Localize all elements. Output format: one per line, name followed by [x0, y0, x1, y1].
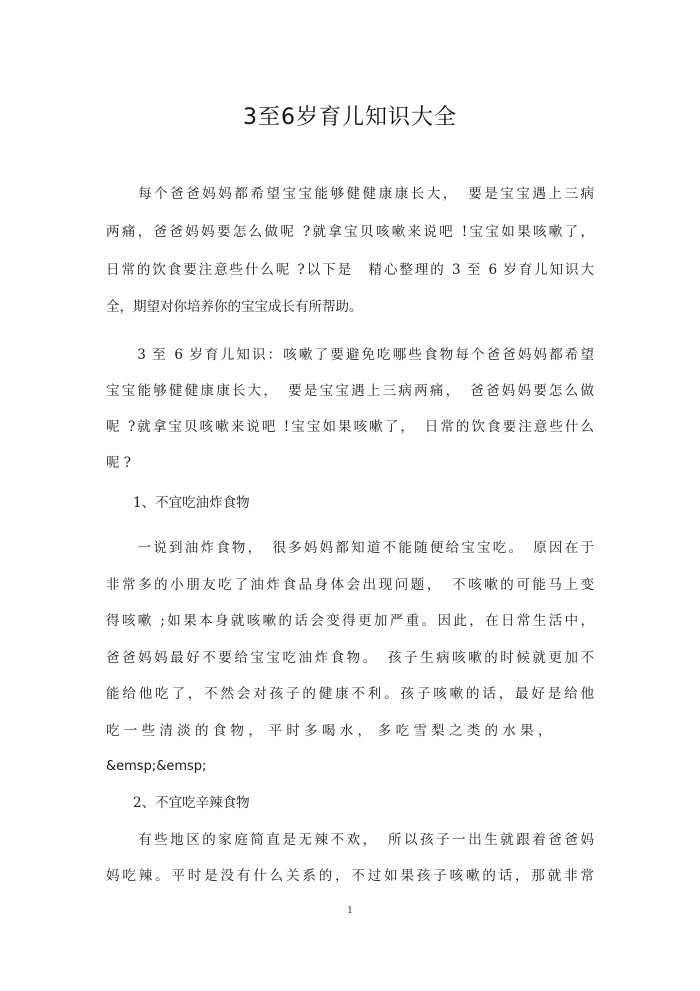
page-number: 1: [347, 906, 353, 916]
p2-line-1: 3 至 6 岁育儿知识：咳嗽了要避免吃哪些食物每个爸爸妈妈都希望: [106, 347, 594, 363]
p3-line-1: 一说到油炸食物， 很多妈妈都知道不能随便给宝宝吃。 原因在于: [106, 540, 594, 556]
intro-line-3: 日常的饮食要注意些什么呢 ?以下是 精心整理的 3 至 6 岁育儿知识大: [106, 262, 594, 278]
p3-line-4: 爸爸妈妈最好不要给宝宝吃油炸食物。 孩子生病咳嗽的时候就更加不: [106, 650, 594, 666]
page-title: 3至6岁育儿知识大全: [243, 105, 457, 130]
p3-line-6: 吃 一 些 清 淡 的 食 物 ， 平 时 多 喝 水 ， 多 吃 雪 梨 之 类 的 水 果 ，: [106, 723, 552, 739]
intro-line-4: 全，期望对你培养你的宝宝成长有所帮助。: [106, 299, 363, 315]
intro-line-2: 两痛，爸爸妈妈要怎么做呢 ?就拿宝贝咳嗽来说吧 !宝宝如果咳嗽了，: [106, 224, 594, 240]
section-heading-1: 1、不宜吃油炸食物: [106, 495, 250, 511]
p4-line-1: 有些地区的家庭简直是无辣不欢， 所以孩子一出生就跟着爸爸妈: [106, 832, 594, 848]
section-heading-2: 2、不宜吃辛辣食物: [106, 795, 250, 811]
entity-text-line: &emsp;&emsp;: [106, 759, 207, 774]
p3-line-3: 得咳嗽 ;如果本身就咳嗽的话会变得更加严重。因此，在日常生活中，: [106, 613, 594, 629]
intro-line-1: 每个爸爸妈妈都希望宝宝能够健健康康长大， 要是宝宝遇上三病: [106, 186, 594, 202]
p2-line-3: 呢 ?就拿宝贝咳嗽来说吧 !宝宝如果咳嗽了， 日常的饮食要注意些什么: [106, 419, 594, 435]
p2-line-4: 呢 ?: [106, 455, 132, 471]
p2-line-2: 宝宝能够健健康康长大， 要是宝宝遇上三病两痛， 爸爸妈妈要怎么做: [106, 383, 594, 399]
p3-line-2: 非常多的小朋友吃了油炸食品身体会出现问题， 不咳嗽的可能马上变: [106, 577, 594, 593]
p3-line-5: 能给他吃了，不然会对孩子的健康不利。孩子咳嗽的话，最好是给他: [106, 686, 594, 702]
p4-line-2: 妈吃辣。平时是没有什么关系的，不过如果孩子咳嗽的话，那就非常: [106, 868, 594, 884]
